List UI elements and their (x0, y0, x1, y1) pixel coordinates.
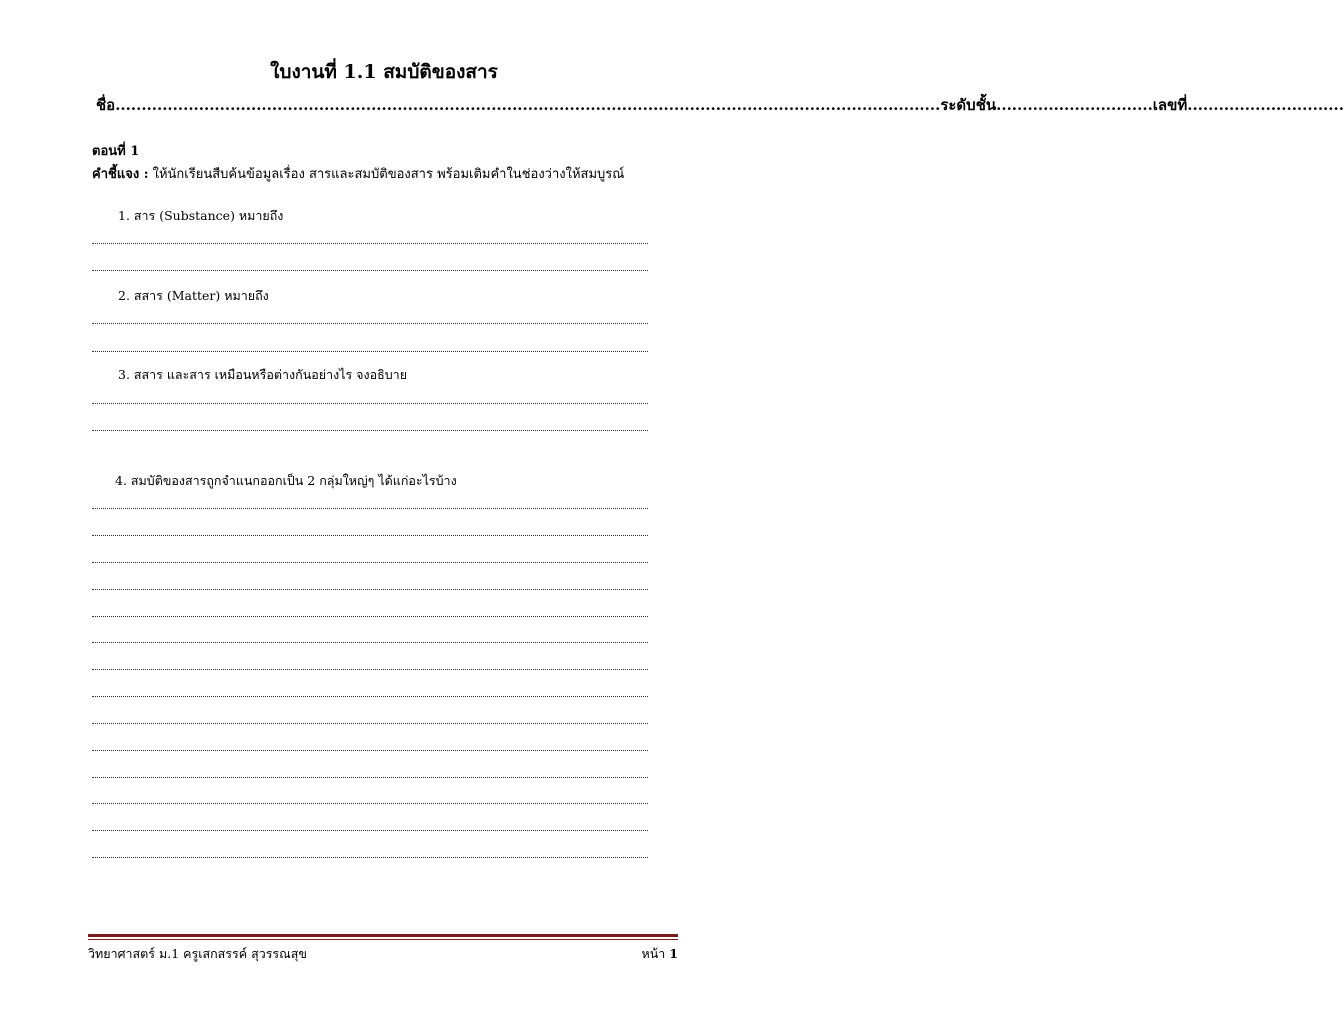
number-blank: .............................. (1187, 96, 1344, 114)
answer-line (92, 803, 648, 804)
instructions-text: ให้นักเรียนสืบค้นข้อมูลเรื่อง สารและสมบัติของสาร พร้อมเติมคำในช่องว่างให้สมบูรณ์ (148, 167, 625, 182)
level-label: ระดับชั้น (940, 96, 997, 114)
number-label: เลขที่ (1152, 96, 1188, 114)
answer-line (92, 696, 648, 697)
answer-line (92, 270, 648, 271)
answer-line (92, 723, 648, 724)
answer-line (92, 535, 648, 536)
instructions-label: คำชี้แจง : (92, 167, 149, 182)
footer-page (642, 944, 679, 964)
question-4: 4. สมบัติของสารถูกจำแนกออกเป็น 2 กลุ่มใหญ่ๆ ได้แก่อะไรบ้าง (115, 473, 457, 488)
answer-line (92, 857, 648, 858)
answer-line (92, 750, 648, 751)
footer-rule-thin (88, 939, 678, 940)
answer-line (92, 777, 648, 778)
page-label: หน้า (641, 946, 666, 961)
worksheet-title: ใบงานที่ 1.1 สมบัติของสาร (270, 61, 498, 83)
answer-line (92, 830, 648, 831)
name-line (96, 93, 1344, 117)
question-2: 2. สสาร (Matter) หมายถึง (118, 288, 269, 303)
answer-line (92, 508, 648, 509)
instructions (92, 163, 682, 184)
answer-line (92, 351, 648, 352)
page-number: 1 (669, 946, 678, 961)
answer-line (92, 669, 648, 670)
answer-line (92, 616, 648, 617)
answer-line (92, 243, 648, 244)
answer-line (92, 589, 648, 590)
name-blank: .............................................................................................................................................................. (115, 96, 941, 114)
part-heading: ตอนที่ 1 (92, 144, 140, 159)
level-blank: .............................. (996, 96, 1153, 114)
answer-line (92, 323, 648, 324)
footer-rule-thick (88, 934, 678, 937)
answer-line (92, 430, 648, 431)
question-1: 1. สาร (Substance) หมายถึง (118, 208, 284, 223)
question-3: 3. สสาร และสาร เหมือนหรือต่างกันอย่างไร จงอธิบาย (118, 367, 408, 382)
footer-course-teacher: วิทยาศาสตร์ ม.1 ครูเสกสรรค์ สุวรรณสุข (88, 946, 307, 961)
answer-line (92, 562, 648, 563)
answer-line (92, 642, 648, 643)
name-label: ชื่อ (96, 96, 116, 114)
answer-line (92, 403, 648, 404)
